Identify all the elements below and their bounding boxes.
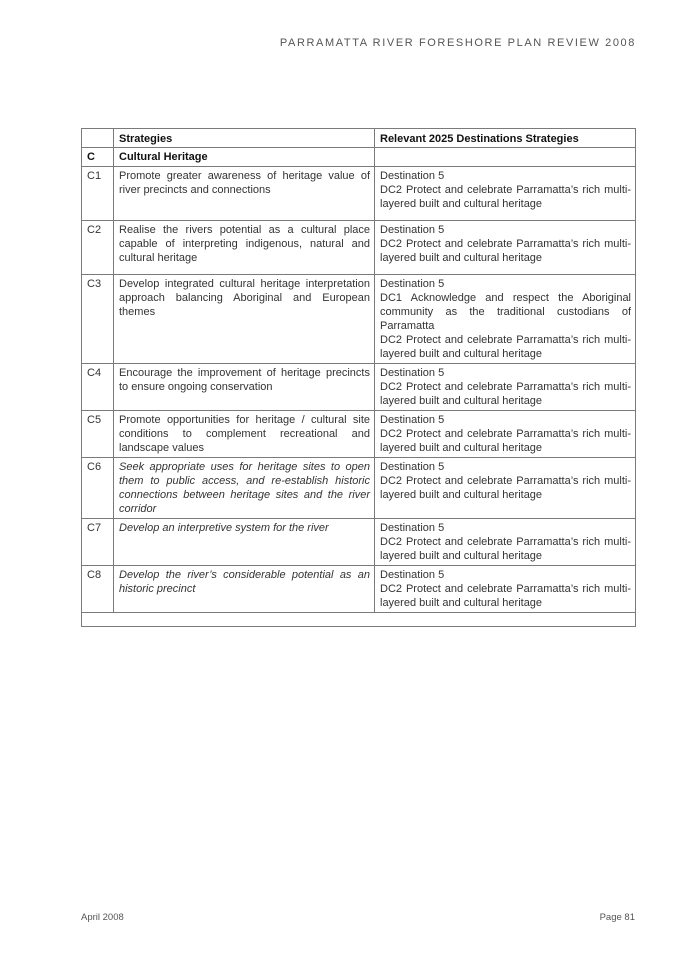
destination-line: DC2 Protect and celebrate Parramatta’s rich multi-layered built and cultural heritage: [380, 238, 631, 264]
row-strategy: Promote opportunities for heritage / cultural site conditions to complement recreational and landscape values: [114, 411, 375, 458]
destination-line: DC2 Protect and celebrate Parramatta’s rich multi-layered built and cultural heritage: [380, 583, 631, 609]
row-id: C3: [82, 275, 114, 364]
destination-line: Destination 5: [380, 224, 445, 236]
row-strategy: Encourage the improvement of heritage precincts to ensure ongoing conservation: [114, 364, 375, 411]
destination-line: DC2 Protect and celebrate Parramatta’s rich multi-layered built and cultural heritage: [380, 381, 631, 407]
header-code: [82, 129, 114, 148]
destination-line: DC2 Protect and celebrate Parramatta’s rich multi-layered built and cultural heritage: [380, 334, 631, 360]
table-header-row: [82, 129, 636, 148]
table-row: [82, 364, 636, 411]
header-destinations: Relevant 2025 Destinations Strategies: [375, 129, 636, 148]
section-title: Cultural Heritage: [114, 148, 375, 167]
section-empty-cell: [375, 148, 636, 167]
empty-cell: [82, 613, 636, 627]
table-row: [82, 411, 636, 458]
row-strategy: Develop integrated cultural heritage interpretation approach balancing Aboriginal and European themes: [114, 275, 375, 364]
row-destinations: [375, 364, 636, 411]
footer-date: April 2008: [81, 912, 124, 923]
row-strategy: Realise the rivers potential as a cultural place capable of interpreting indigenous, natural and cultural heritage: [114, 221, 375, 275]
row-id: C7: [82, 519, 114, 566]
row-destinations: [375, 458, 636, 519]
footer-page-number: Page 81: [599, 912, 635, 923]
table-row: [82, 458, 636, 519]
table-row: [82, 167, 636, 221]
row-destinations: [375, 411, 636, 458]
row-strategy: Develop an interpretive system for the river: [114, 519, 375, 566]
strategies-table: [81, 128, 636, 627]
table-row: [82, 275, 636, 364]
destination-line: DC2 Protect and celebrate Parramatta’s rich multi-layered built and cultural heritage: [380, 184, 631, 210]
destination-line: Destination 5: [380, 414, 445, 426]
row-id: C8: [82, 566, 114, 613]
row-id: C4: [82, 364, 114, 411]
table-row: [82, 566, 636, 613]
row-destinations: [375, 275, 636, 364]
table-row: [82, 519, 636, 566]
strategies-table-container: [81, 128, 635, 627]
row-strategy: Seek appropriate uses for heritage sites to open them to public access, and re-establish historic connections between heritage sites and the river corridor: [114, 458, 375, 519]
destination-line: DC1 Acknowledge and respect the Aboriginal community as the traditional custodians of Parramatta: [380, 292, 631, 332]
row-destinations: [375, 519, 636, 566]
header-strategies: Strategies: [114, 129, 375, 148]
destination-line: Destination 5: [380, 522, 445, 534]
destination-line: Destination 5: [380, 278, 445, 290]
section-code: C: [82, 148, 114, 167]
section-row: [82, 148, 636, 167]
row-strategy: Develop the river’s considerable potential as an historic precinct: [114, 566, 375, 613]
table-empty-row: [82, 613, 636, 627]
destination-line: DC2 Protect and celebrate Parramatta’s rich multi-layered built and cultural heritage: [380, 428, 631, 454]
row-id: C1: [82, 167, 114, 221]
destination-line: Destination 5: [380, 170, 445, 182]
row-strategy: Promote greater awareness of heritage value of river precincts and connections: [114, 167, 375, 221]
row-destinations: [375, 566, 636, 613]
destination-line: Destination 5: [380, 367, 445, 379]
destination-line: DC2 Protect and celebrate Parramatta’s rich multi-layered built and cultural heritage: [380, 536, 631, 562]
row-destinations: [375, 221, 636, 275]
row-id: C6: [82, 458, 114, 519]
destination-line: Destination 5: [380, 569, 445, 581]
row-destinations: [375, 167, 636, 221]
row-id: C5: [82, 411, 114, 458]
row-id: C2: [82, 221, 114, 275]
running-header: PARRAMATTA RIVER FORESHORE PLAN REVIEW 2008: [279, 37, 636, 49]
destination-line: DC2 Protect and celebrate Parramatta’s rich multi-layered built and cultural heritage: [380, 475, 631, 501]
table-row: [82, 221, 636, 275]
destination-line: Destination 5: [380, 461, 445, 473]
